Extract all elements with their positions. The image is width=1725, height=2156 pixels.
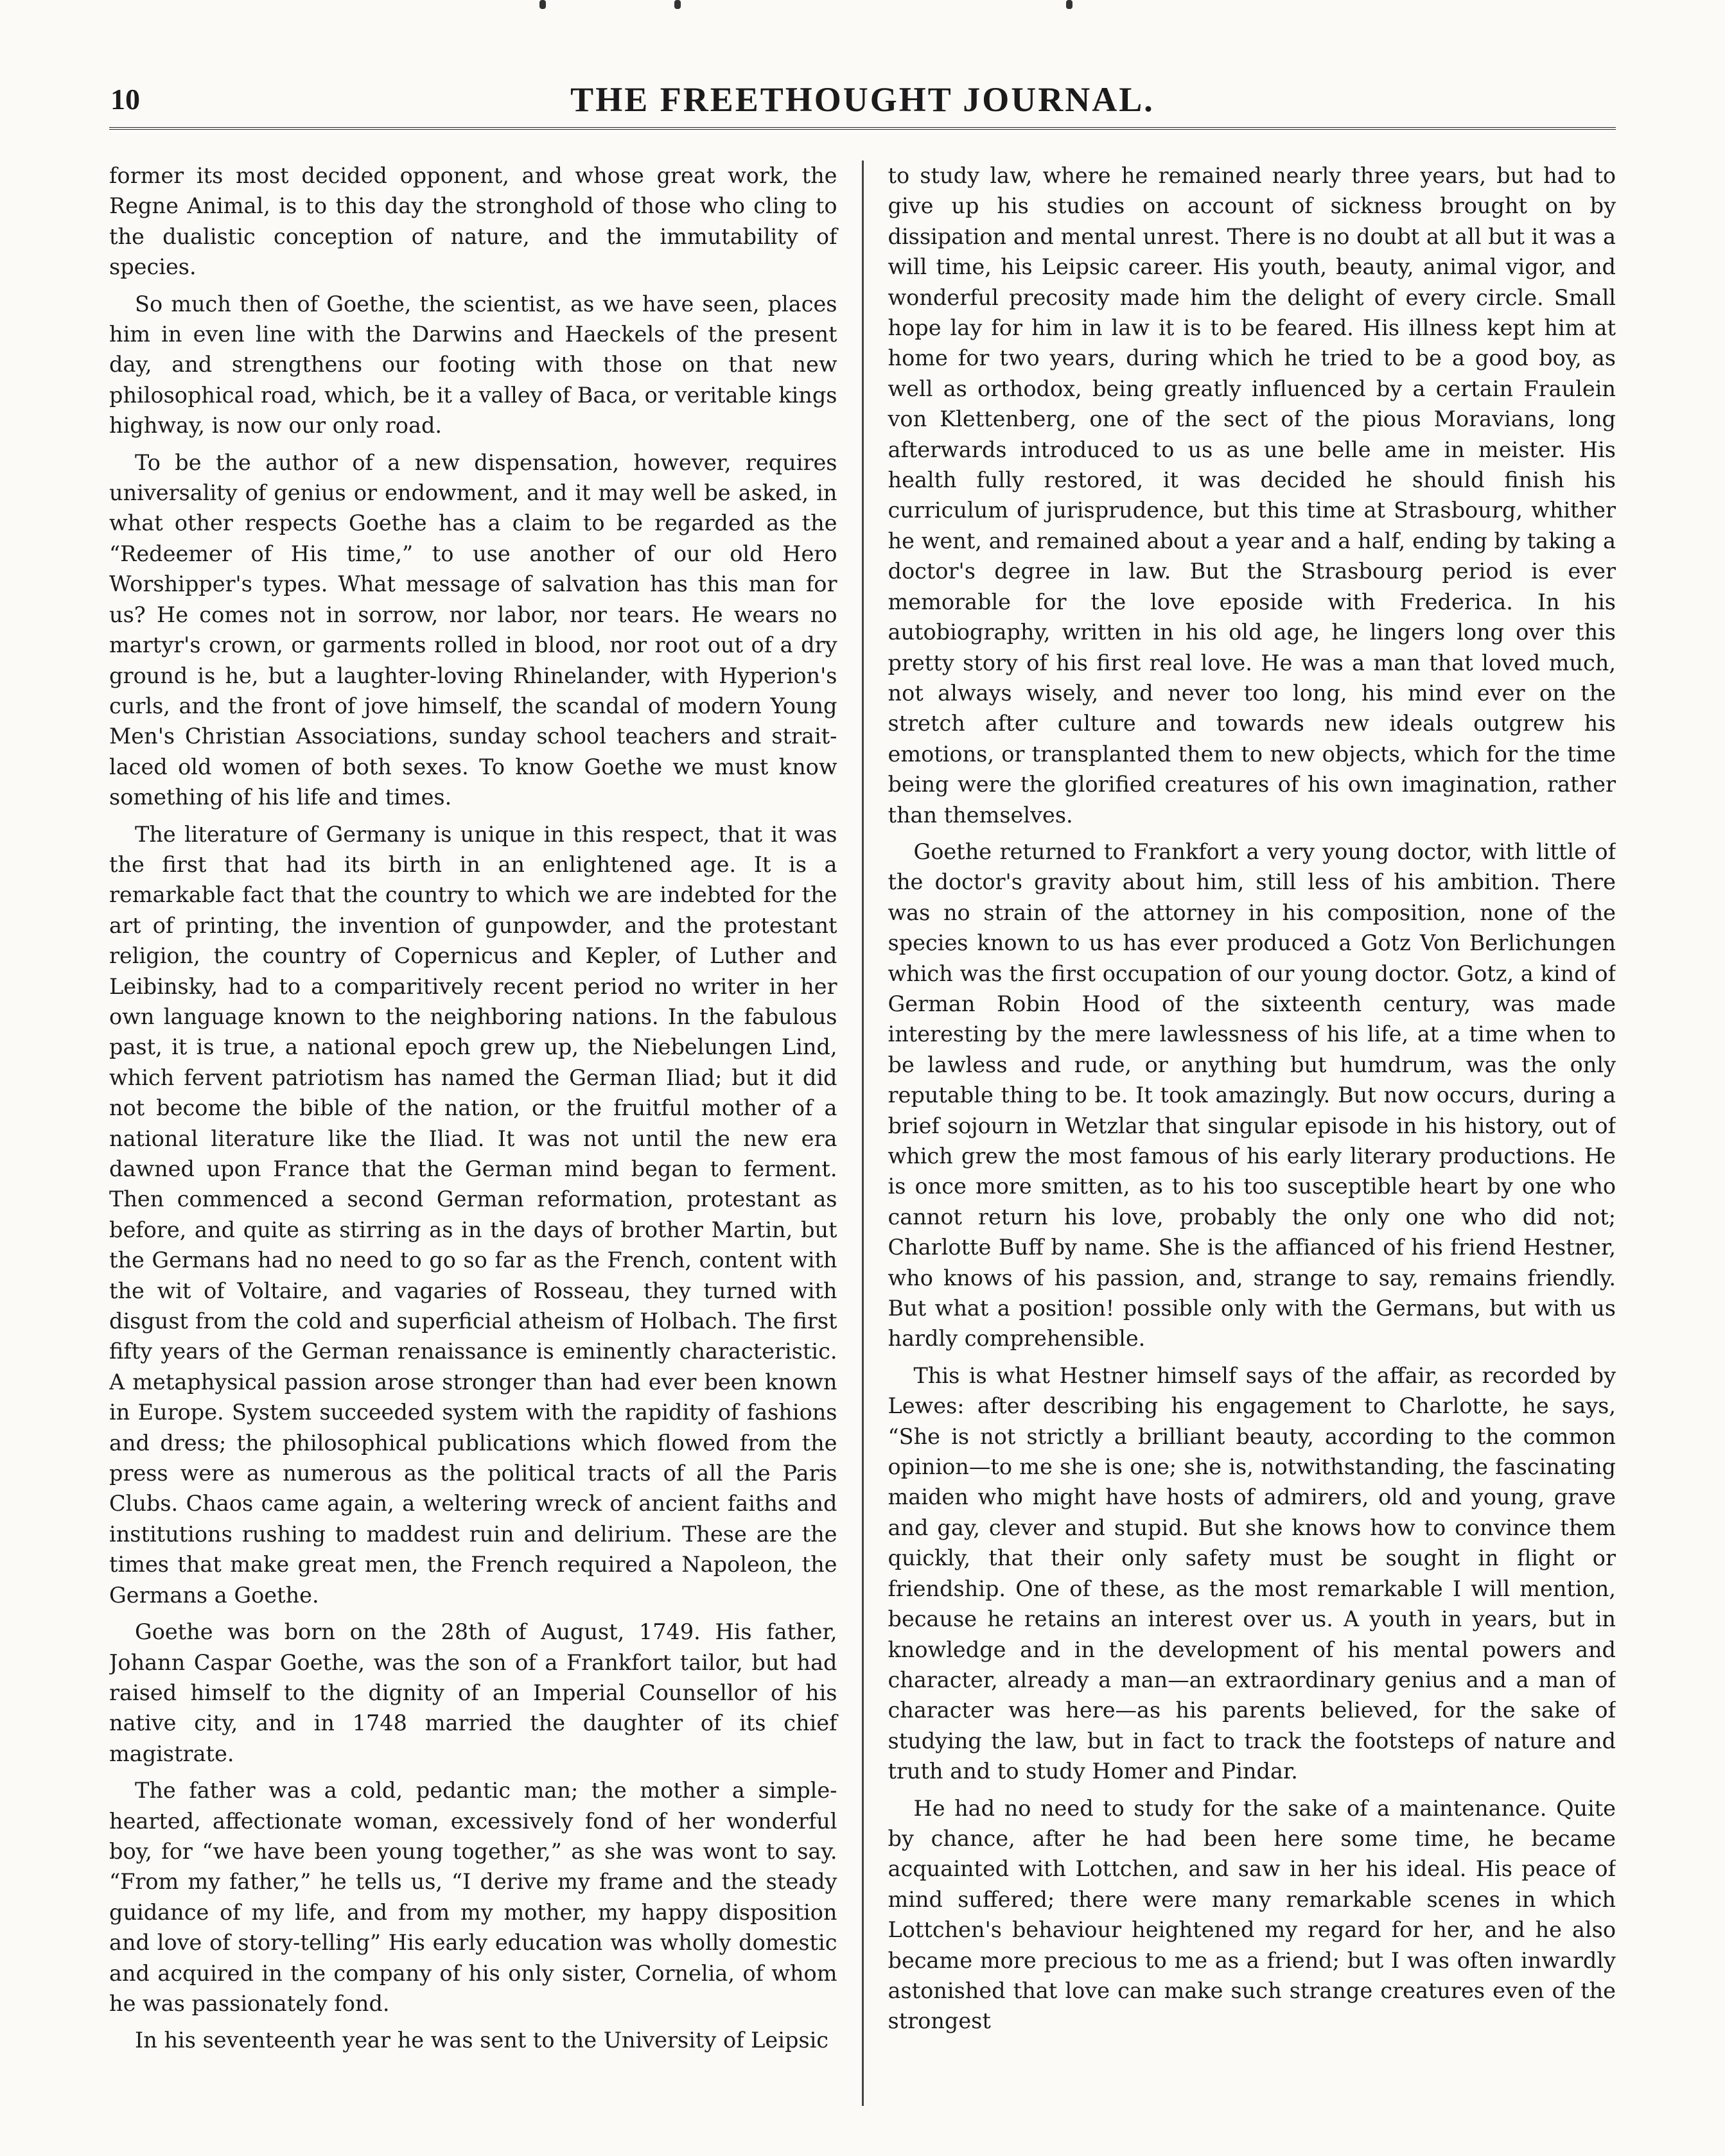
paragraph: former its most decided opponent, and whose great work, the Regne Animal, is to this day the stronghold of those who cling to the dualistic conception of nature, and the immutability of species.	[109, 163, 837, 280]
page-number: 10	[110, 83, 140, 116]
article-columns	[109, 161, 1616, 2106]
paragraph: to study law, where he remained nearly three years, but had to give up his studies on account of sickness brought on by dissipation and mental unrest. There is no doubt at all but it was a will time, his Leipsic career. His youth, beauty, animal vigor, and wonderful precosity made him the delight of every circle. Small hope lay for him in law it is to be feared. His illness kept him at home for two years, during which he tried to be a good boy, as well as orthodox, being greatly influenced by a certain Fraulein von Klettenberg, one of the sect of the pious Moravians, long afterwards introduced to us as une belle ame in meister. His health fully restored, it was decided he should finish his curriculum of jurisprudence, but this time at Strasbourg, whither he went, and remained about a year and a half, ending by taking a doctor's degree in law. But the Strasbourg period is ever memorable for the love eposide with Frederica. In his autobiography, written in his old age, he lingers long over this pretty story of his first real love. He was a man that loved much, not always wisely, and never too long, his mind ever on the stretch after culture and towards new ideals outgrew his emotions, or transplanted them to new objects, which for the time being were the glorified creatures of his own imagination, rather than themselves.	[888, 163, 1616, 828]
paragraph: He had no need to study for the sake of a maintenance. Quite by chance, after he had been here some time, he became acquainted with Lottchen, and saw in her his ideal. His peace of mind suffered; there were many remarkable scenes in which Lottchen's behaviour heightened my regard for her, and he also became more precious to me as a friend; but I was often inwardly astonished that love can make such strange creatures even of the strongest	[888, 1795, 1616, 2034]
paragraph: This is what Hestner himself says of the affair, as recorded by Lewes: after describing his engagement to Charlotte, he says, “She is not strictly a brilliant beauty, according to the common opinion—to me she is one; she is, notwithstanding, the fascinating maiden who might have hosts of admirers, old and young, grave and gay, clever and stupid. But she knows how to convince them quickly, that their only safety must be sought in flight or friendship. One of these, as the most remarkable I will mention, because he retains an interest over us. A youth in years, but in knowledge and in the development of his mental powers and character, already a man—an extraordinary genius and a man of character was here—as his parents believed, for the sake of studying the law, but in fact to track the footsteps of nature and truth and to study Homer and Pindar.	[888, 1362, 1616, 1784]
journal-title: THE FREETHOUGHT JOURNAL.	[570, 80, 1155, 119]
paragraph: The literature of Germany is unique in this respect, that it was the first that had its birth in an enlightened age. It is a remarkable fact that the country to which we are indebted for the art of printing, the invention of gunpowder, and the protestant religion, the country of Copernicus and Kepler, of Luther and Leibinsky, had to a comparitively recent period no writer in her own language known to the neighboring nations. In the fabulous past, it is true, a national epoch grew up, the Niebelungen Lind, which fervent patriotism has named the German Iliad; but it did not become the bible of the nation, or the fruitful mother of a national literature like the Iliad. It was not until the new era dawned upon France that the German mind began to ferment. Then commenced a second German reformation, protestant as before, and quite as stirring as in the days of brother Martin, but the Germans had no need to go so far as the French, content with the wit of Voltaire, and vagaries of Rosseau, they turned with disgust from the cold and superficial atheism of Holbach. The first fifty years of the German renaissance is eminently characteristic. A metaphysical passion arose stronger than had ever been known in Europe. System succeeded system with the rapidity of fashions and dress; the philosophical publications which flowed from the press were as numerous as the political tracts of all the Paris Clubs. Chaos came again, a weltering wreck of ancient faiths and institutions rushing to maddest ruin and delirium. These are the times that make great men, the French required a Napoleon, the Germans a Goethe.	[109, 821, 837, 1608]
paragraph: Goethe returned to Frankfort a very young doctor, with little of the doctor's gravity about him, still less of his ambition. There was no strain of the attorney in his composition, none of the species known to us has ever produced a Gotz Von Berlichungen which was the first occupation of our young doctor. Gotz, a kind of German Robin Hood of the sixteenth century, was made interesting by the mere lawlessness of his life, at a time when to be lawless and rude, or anything but humdrum, was the only reputable thing to be. It took amazingly. But now occurs, during a brief sojourn in Wetzlar that singular episode in his history, out of which grew the most famous of his early literary productions. He is once more smitten, as to his too susceptible heart by one who cannot return his love, probably the only one who did not; Charlotte Buff by name. She is the affianced of his friend Hestner, who knows of his passion, and, strange to say, remains friendly. But what a position! possible only with the Germans, but with us hardly comprehensible.	[888, 839, 1616, 1352]
right-column	[864, 161, 1616, 2106]
page-header	[109, 76, 1616, 130]
top-edge-marks	[539, 0, 1117, 26]
paragraph: So much then of Goethe, the scientist, as we have seen, places him in even line with the Darwins and Haeckels of the present day, and strengthens our footing with those on that new philosophical road, which, be it a valley of Baca, or veritable kings highway, is now our only road.	[109, 291, 837, 439]
paragraph: The father was a cold, pedantic man; the mother a simple-hearted, affectionate woman, excessively fond of her wonderful boy, for “we have been young together,” as she was wont to say. “From my father,” he tells us, “I derive my frame and the steady guidance of my life, and from my mother, my happy disposition and love of story-telling” His early education was wholly domestic and acquired in the company of his only sister, Cornelia, of whom he was passionately fond.	[109, 1778, 837, 2016]
paragraph: To be the author of a new dispensation, however, requires universality of genius or endowment, and it may well be asked, in what other respects Goethe has a claim to be regarded as the “Redeemer of His time,” to use another of our old Hero Worshipper's types. What message of salvation has this man for us? He comes not in sorrow, nor labor, nor tears. He wears no martyr's crown, or garments rolled in blood, nor root out of a dry ground is he, but a laughter-loving Rhinelander, with Hyperion's curls, and the front of jove himself, the scandal of modern Young Men's Christian Associations, sunday school teachers and strait-laced old women of both sexes. To know Goethe we must know something of his life and times.	[109, 449, 837, 810]
left-column	[109, 161, 862, 2106]
paragraph: Goethe was born on the 28th of August, 1749. His father, Johann Caspar Goethe, was the son of a Frankfort tailor, but had raised himself to the dignity of an Imperial Counsellor of his native city, and in 1748 married the daughter of its chief magistrate.	[109, 1619, 837, 1766]
paragraph: In his seventeenth year he was sent to the University of Leipsic	[135, 2028, 829, 2053]
